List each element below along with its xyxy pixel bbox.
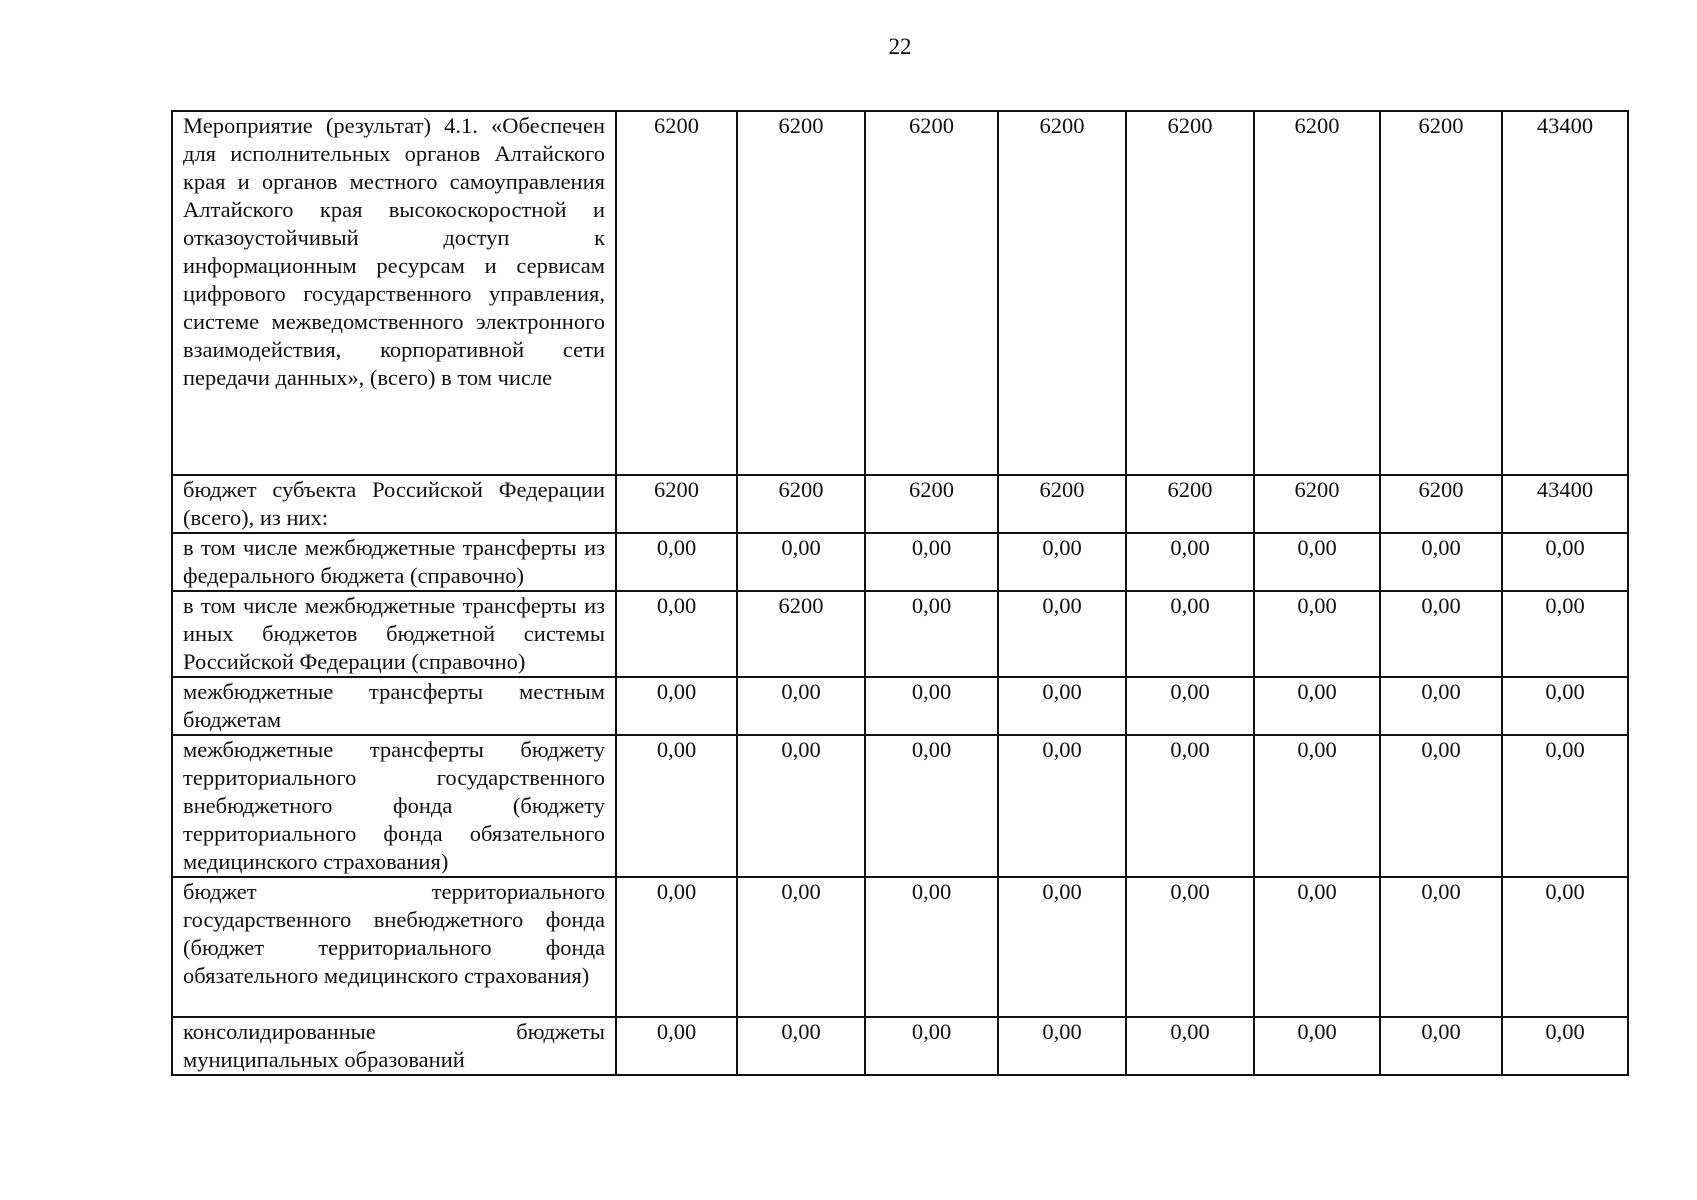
value-cell: 0,00 (998, 677, 1126, 735)
table-row (172, 1017, 1628, 1075)
value-cell: 6200 (998, 111, 1126, 475)
row-label: Мероприятие (результат) 4.1. «Обеспечен для исполнительных органов Алтайского края и органов местного самоуправления Алтайского края высокоскоростной и отказоустойчивый доступ к информационным ресурсам и сервисам цифрового государственного управления, системе межведомственного электронного взаимодействия, корпоративной сети передачи данных», (всего) в том числе (172, 111, 616, 475)
value-cell: 6200 (1126, 475, 1254, 533)
value-cell: 0,00 (1502, 533, 1628, 591)
value-cell: 6200 (865, 475, 998, 533)
row-label: межбюджетные трансферты бюджету территориального государственного внебюджетного фонда (бюджету территориального фонда обязательного медицинского страхования) (172, 735, 616, 877)
value-cell: 0,00 (1254, 877, 1380, 1017)
value-cell: 0,00 (1126, 677, 1254, 735)
value-cell: 0,00 (616, 877, 737, 1017)
value-cell: 6200 (1380, 111, 1502, 475)
value-cell: 0,00 (1126, 533, 1254, 591)
value-cell: 6200 (737, 475, 865, 533)
value-cell: 0,00 (865, 677, 998, 735)
value-cell: 0,00 (865, 877, 998, 1017)
value-cell: 0,00 (616, 677, 737, 735)
value-cell: 0,00 (865, 735, 998, 877)
value-cell: 0,00 (1254, 735, 1380, 877)
table-body (172, 111, 1628, 1075)
value-cell: 0,00 (1502, 1017, 1628, 1075)
value-cell: 0,00 (737, 677, 865, 735)
value-cell: 6200 (1254, 111, 1380, 475)
value-cell: 0,00 (998, 591, 1126, 677)
value-cell: 6200 (998, 475, 1126, 533)
value-cell: 6200 (616, 111, 737, 475)
value-cell: 0,00 (1380, 735, 1502, 877)
table-row (172, 475, 1628, 533)
value-cell: 0,00 (998, 533, 1126, 591)
value-cell: 0,00 (1502, 735, 1628, 877)
value-cell: 0,00 (865, 1017, 998, 1075)
row-label: в том числе межбюджетные трансферты из федерального бюджета (справочно) (172, 533, 616, 591)
budget-table (171, 110, 1629, 1076)
value-cell: 0,00 (1502, 877, 1628, 1017)
value-cell: 6200 (616, 475, 737, 533)
value-cell: 6200 (1254, 475, 1380, 533)
value-cell: 0,00 (616, 591, 737, 677)
value-cell: 0,00 (1380, 877, 1502, 1017)
value-cell: 0,00 (1502, 677, 1628, 735)
value-cell: 6200 (1380, 475, 1502, 533)
value-cell: 0,00 (1126, 877, 1254, 1017)
value-cell: 0,00 (1502, 591, 1628, 677)
value-cell: 6200 (865, 111, 998, 475)
value-cell: 0,00 (998, 1017, 1126, 1075)
row-label: бюджет территориального государственного внебюджетного фонда (бюджет территориального фонда обязательного медицинского страхования) (172, 877, 616, 1017)
value-cell: 0,00 (1380, 1017, 1502, 1075)
value-cell: 0,00 (1254, 1017, 1380, 1075)
value-cell: 0,00 (1380, 677, 1502, 735)
value-cell: 0,00 (998, 877, 1126, 1017)
table-row (172, 735, 1628, 877)
value-cell: 0,00 (1126, 735, 1254, 877)
value-cell: 0,00 (1254, 677, 1380, 735)
row-label: консолидированные бюджеты муниципальных образований (172, 1017, 616, 1075)
value-cell: 0,00 (616, 1017, 737, 1075)
value-cell: 43400 (1502, 475, 1628, 533)
row-label: в том числе межбюджетные трансферты из иных бюджетов бюджетной системы Российской Федерации (справочно) (172, 591, 616, 677)
row-label: бюджет субъекта Российской Федерации (всего), из них: (172, 475, 616, 533)
value-cell: 0,00 (1380, 591, 1502, 677)
value-cell: 0,00 (1380, 533, 1502, 591)
value-cell: 0,00 (737, 735, 865, 877)
value-cell: 0,00 (1126, 591, 1254, 677)
value-cell: 0,00 (737, 1017, 865, 1075)
value-cell: 0,00 (1126, 1017, 1254, 1075)
value-cell: 0,00 (865, 591, 998, 677)
table-row (172, 877, 1628, 1017)
page-number: 22 (888, 34, 912, 59)
table-row (172, 677, 1628, 735)
value-cell: 0,00 (737, 877, 865, 1017)
table-row (172, 533, 1628, 591)
value-cell: 6200 (737, 111, 865, 475)
value-cell: 0,00 (616, 735, 737, 877)
row-label: межбюджетные трансферты местным бюджетам (172, 677, 616, 735)
value-cell: 0,00 (865, 533, 998, 591)
table-row (172, 591, 1628, 677)
value-cell: 6200 (1126, 111, 1254, 475)
value-cell: 0,00 (998, 735, 1126, 877)
value-cell: 0,00 (1254, 591, 1380, 677)
value-cell: 0,00 (737, 533, 865, 591)
table-row (172, 111, 1628, 475)
value-cell: 6200 (737, 591, 865, 677)
value-cell: 43400 (1502, 111, 1628, 475)
value-cell: 0,00 (616, 533, 737, 591)
value-cell: 0,00 (1254, 533, 1380, 591)
